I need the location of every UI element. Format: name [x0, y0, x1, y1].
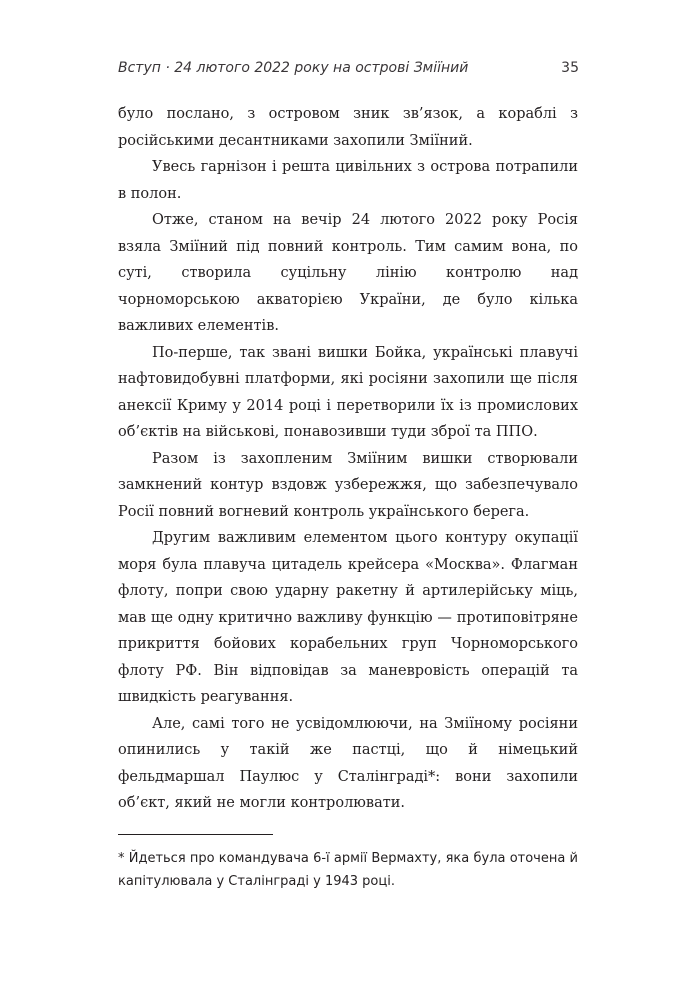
chapter-title: Вступ · 24 лютого 2022 року на острові Зміїний — [118, 60, 469, 76]
footnote-separator — [118, 834, 273, 835]
footnote-text: * Йдеться про командувача 6-ї армії Вермахту, яка була оточена й капітулювала у Сталінграді у 1943 році. — [118, 851, 578, 889]
running-head — [118, 60, 579, 82]
page-number: 35 — [561, 60, 579, 76]
paragraph: Разом із захопленим Зміїним вишки створювали замкнений контур вздовж узбережжя, що забезпечувало Росії повний вогневий контроль українського берега. — [118, 450, 578, 520]
paragraph: Другим важливим елементом цього контуру окупації моря була плавуча цитадель крейсера «Москва». Флагман флоту, попри свою ударну ракетну й артилерійську міць, мав ще одну критично важливу функцію — протиповітряне прикриття бойових корабельних груп Чорноморського флоту РФ. Він відповідав за маневровість операцій та швидкість реагування. — [118, 530, 578, 705]
footnote — [118, 847, 578, 893]
body-text — [118, 101, 578, 817]
paragraph: По-перше, так звані вишки Бойка, українські плавучі нафтовидобувні платформи, які росіяни захопили ще після анексії Криму у 2014 році і перетворили їх із промислових об’єктів на військові, понавозивши туди зброї та ППО. — [118, 344, 578, 440]
paragraph: Але, самі того не усвідомлюючи, на Зміїному росіяни опинились у такій же пастці, що й німецький фельдмаршал Паулюс у Сталінграді*: вони захопили об’єкт, який не могли контролювати. — [118, 715, 578, 811]
paragraph: Увесь гарнізон і решта цивільних з острова потрапили в полон. — [118, 159, 578, 202]
paragraph: Отже, станом на вечір 24 лютого 2022 року Росія взяла Зміїний під повний контроль. Тим самим вона, по суті, створила суцільну лінію контролю над чорноморською акваторією України, де було кілька важливих елементів. — [118, 212, 578, 334]
paragraph: було послано, з островом зник зв’язок, а кораблі з російськими десантниками захопили Зміїний. — [118, 106, 578, 149]
